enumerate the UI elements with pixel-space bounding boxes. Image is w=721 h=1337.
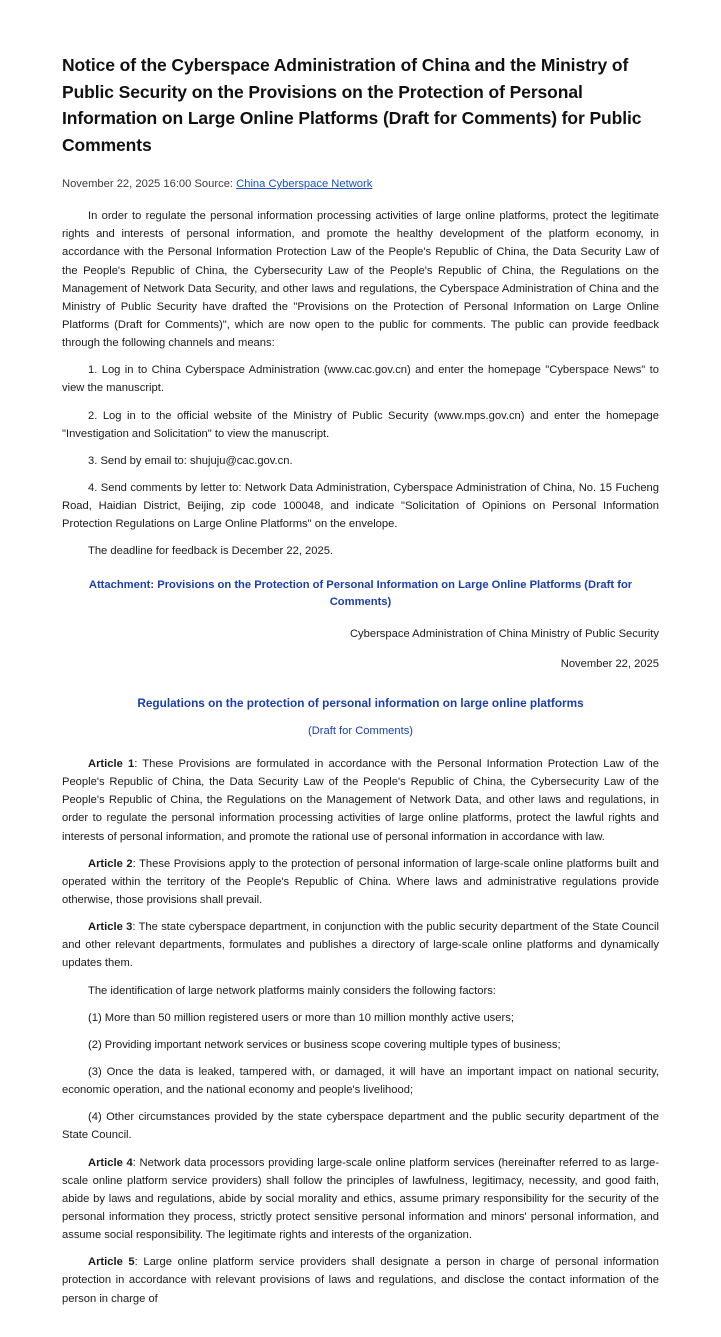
channel-item: 4. Send comments by letter to: Network Data Administration, Cyberspace Administration of China, No. 15 Fucheng Road, Haidian District, Beijing, zip code 100048, and indicate "Solicitation of Opinions on Personal Information Protection Regulations on Large Online Platforms" on the envelope. [62, 482, 659, 531]
intro-paragraph: In order to regulate the personal information processing activities of large online platforms, protect the legitimate rights and interests of personal information, and promote the healthy development of the platform economy, in accordance with the Personal Information Protection Law of the People's Republic of China, the Data Security Law of the People's Republic of China, the Cybersecurity Law of the People's Republic of China, the Regulations on the Management of Network Data Security, and other laws and regulations, the Cyberspace Administration of China and the Ministry of Public Security have drafted the "Provisions on the Protection of Personal Information on Large Online Platforms (Draft for Comments)", which are now open to the public for comments. The public can provide feedback through the following channels and means: [62, 210, 659, 350]
article-paragraph [62, 1154, 659, 1245]
article-text: : Large online platform service providers shall designate a person in charge of personal information protection in accordance with relevant provisions of laws and regulations, and disclose the contact information of the person in charge of [62, 1256, 659, 1305]
identification-item: (1) More than 50 million registered users or more than 10 million monthly active users; [88, 1011, 514, 1024]
page-title: Notice of the Cyberspace Administration of China and the Ministry of Public Security on the Provisions on the Protection of Personal Information on Large Online Platforms (Draft for Comments) for Public Comments [62, 55, 642, 155]
article-text: : These Provisions are formulated in accordance with the Personal Information Protection Law of the People's Republic of China, the Data Security Law of the People's Republic of China, the Cybersecurity Law of the People's Republic of China, the Regulations on the Management of Network Data, and other laws and regulations, in order to regulate the personal information processing activities of large online platforms, protect the lawful rights and interests of personal information, and promote the rational use of personal information in accordance with law. [62, 758, 659, 843]
article-label: Article 3 [88, 921, 133, 934]
article-text: : Network data processors providing large-scale online platform services (hereinafter referred to as large-scale online platform service providers) shall follow the principles of lawfulness, legitimacy, necessity, and good faith, abide by laws and regulations, abide by social morality and ethics, assume primary responsibility for the security of the personal information they process, strictly protect sensitive personal information and minors' personal information, and assume social responsibility. The legitimate rights and interests of the organization. [62, 1156, 659, 1242]
article-text: : These Provisions apply to the protection of personal information of large-scale online platforms built and operated within the territory of the People's Republic of China. Where laws and administrative regulations provide otherwise, those provisions shall prevail. [62, 857, 659, 907]
deadline-paragraph: The deadline for feedback is December 22, 2025. [88, 545, 334, 558]
identification-item: (2) Providing important network services or business scope covering multiple types of business; [88, 1038, 561, 1051]
channel-item: 1. Log in to China Cyberspace Administration (www.cac.gov.cn) and enter the homepage "Cyberspace News" to view the manuscript. [62, 364, 659, 395]
article-paragraph [62, 755, 659, 846]
identification-item: (3) Once the data is leaked, tampered with, or damaged, it will have an important impact on national security, economic operation, and the national economy and people's livelihood; [62, 1066, 659, 1097]
channel-item: 3. Send by email to: shujuju@cac.gov.cn. [88, 454, 293, 467]
article-text: : The state cyberspace department, in conjunction with the public security department of the State Council and other relevant departments, formulates and publishes a directory of large-scale online platforms and dynamically updates them. [62, 921, 659, 970]
attachment-link[interactable]: Attachment: Provisions on the Protection of Personal Information on Large Online Platforms (Draft for Comments) [88, 578, 633, 609]
identification-item: (4) Other circumstances provided by the state cyberspace department and the public security department of the State Council. [62, 1111, 659, 1142]
identification-intro: The identification of large network platforms mainly considers the following factors: [88, 984, 496, 997]
article-paragraph [62, 1253, 659, 1307]
signature-line: Cyberspace Administration of China Ministry of Public Security [349, 628, 659, 641]
publish-date: November 22, 2025 16:00 Source: [62, 178, 234, 191]
document-meta [62, 176, 659, 193]
article-label: Article 5 [88, 1256, 135, 1269]
article-label: Article 4 [88, 1156, 133, 1169]
regulation-subtitle: (Draft for Comments) [307, 725, 414, 738]
article-label: Article 2 [88, 857, 133, 870]
signature-date: November 22, 2025 [560, 658, 659, 671]
source-link[interactable]: China Cyberspace Network [236, 178, 373, 191]
article-paragraph [62, 918, 659, 972]
article-paragraph [62, 855, 659, 909]
regulation-title: Regulations on the protection of personal information on large online platforms [137, 696, 584, 711]
channel-item: 2. Log in to the official website of the Ministry of Public Security (www.mps.gov.cn) and enter the homepage "Investigation and Solicitation" to view the manuscript. [62, 409, 659, 440]
article-label: Article 1 [88, 758, 135, 771]
